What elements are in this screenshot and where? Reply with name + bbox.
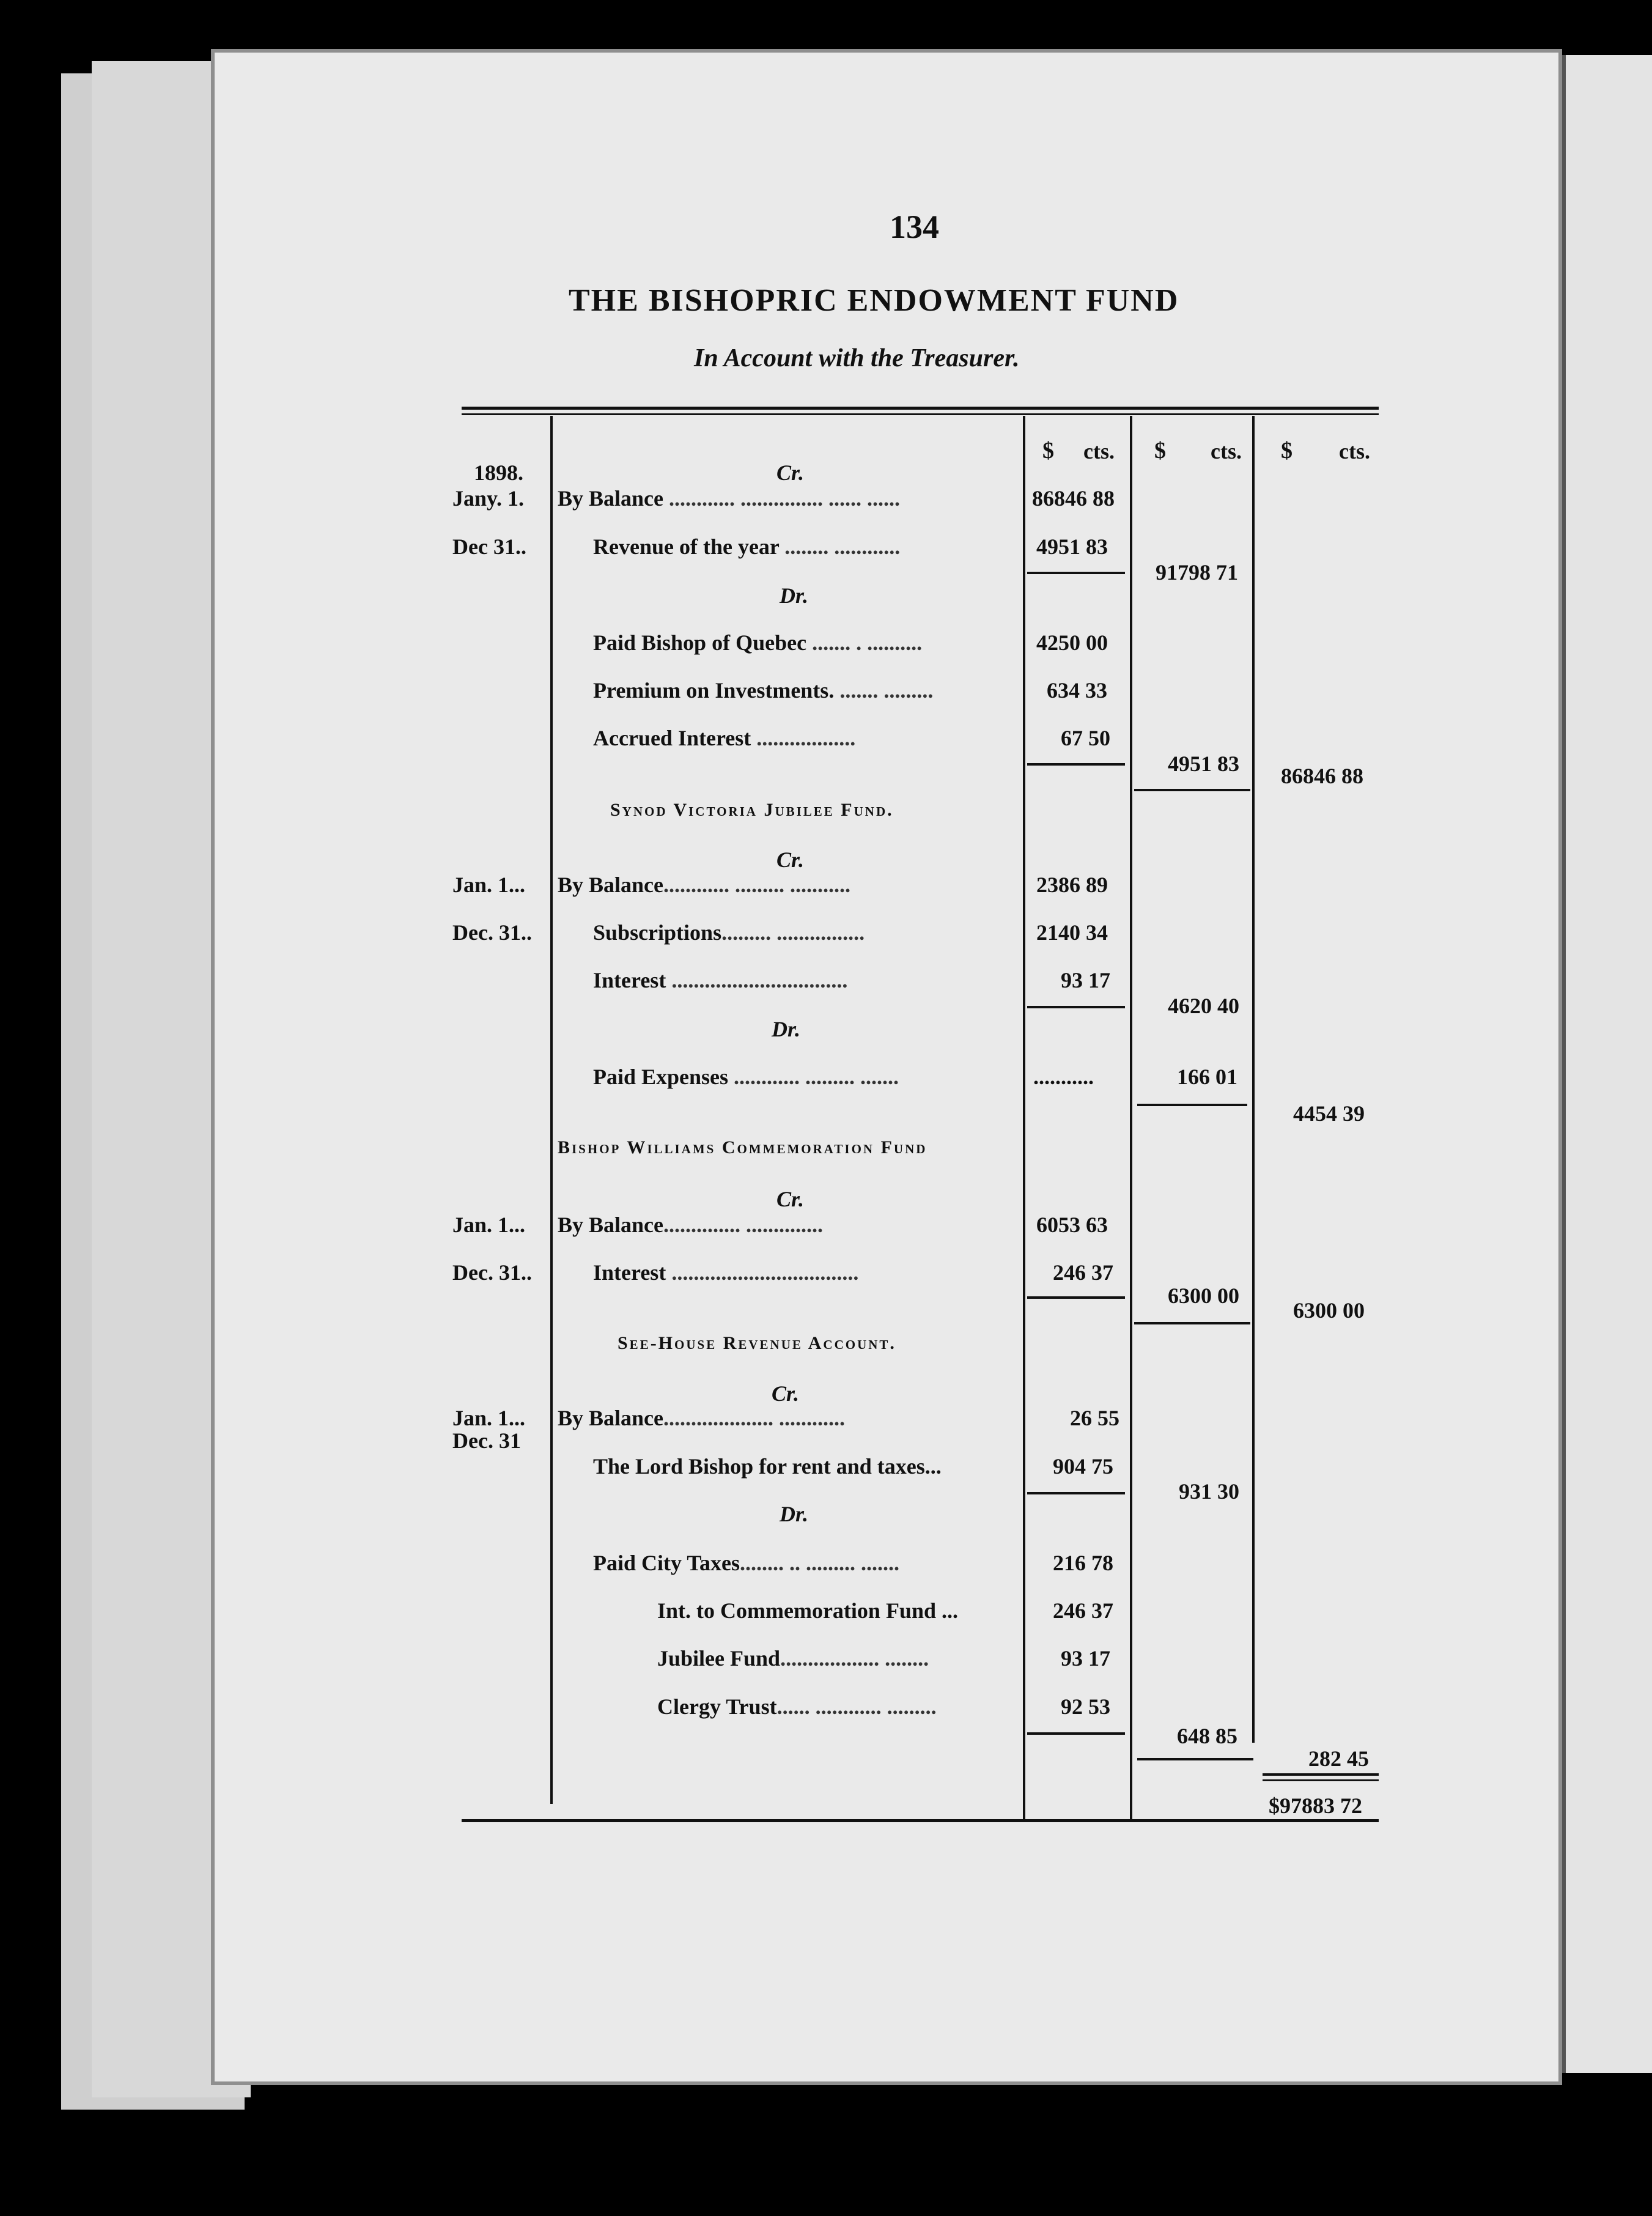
section-title-jubilee: Synod Victoria Jubilee Fund. xyxy=(610,800,894,820)
row-desc: Revenue of the year ........ ............ xyxy=(593,534,901,559)
row-amount: 93 17 xyxy=(1061,968,1110,992)
section-title-seehouse: See-House Revenue Account. xyxy=(618,1333,896,1353)
grand-total: $97883 72 xyxy=(1269,1793,1362,1818)
net-total: 282 45 xyxy=(1308,1746,1369,1771)
top-rule xyxy=(462,413,1379,415)
col-dollar-header: $ xyxy=(1042,438,1054,464)
subtotal: 4620 40 xyxy=(1168,994,1239,1018)
top-rule xyxy=(462,407,1379,410)
row-amount: 92 53 xyxy=(1061,1694,1110,1719)
row-desc: By Balance.............. .............. xyxy=(558,1213,824,1237)
dr-label: Dr. xyxy=(780,1502,809,1526)
row-amount: 246 37 xyxy=(1053,1260,1113,1285)
row-amount: 26 55 xyxy=(1070,1406,1119,1430)
row-amount: 2386 89 xyxy=(1036,873,1108,897)
sum-rule xyxy=(1027,1296,1125,1299)
col-dollar-header: $ xyxy=(1281,438,1292,464)
page-number: 134 xyxy=(890,209,939,245)
column-rule xyxy=(1130,416,1132,1819)
row-desc: Paid City Taxes........ .. ......... ....... xyxy=(593,1551,900,1575)
row-amount: 904 75 xyxy=(1053,1454,1113,1479)
dr-label: Dr. xyxy=(780,583,809,608)
net-total: 4454 39 xyxy=(1293,1101,1365,1126)
cr-label: Cr. xyxy=(776,1187,805,1211)
sum-rule xyxy=(1027,1732,1125,1735)
cr-label: Cr. xyxy=(776,460,805,485)
facing-page xyxy=(1562,55,1652,2073)
row-desc: Paid Bishop of Quebec ....... . .......... xyxy=(593,630,923,655)
row-date: Jany. 1. xyxy=(452,486,525,511)
sum-rule xyxy=(1263,1779,1379,1781)
subtotal: 166 01 xyxy=(1177,1065,1237,1089)
row-date: Jan. 1... xyxy=(452,873,526,897)
sum-rule xyxy=(1027,1492,1125,1494)
row-desc: Subscriptions......... ................ xyxy=(593,920,865,945)
row-desc: Accrued Interest .................. xyxy=(593,726,856,750)
subtotal: 91798 71 xyxy=(1156,560,1238,585)
col-cents-header: cts. xyxy=(1083,439,1115,464)
section-title-williams: Bishop Williams Commemoration Fund xyxy=(558,1137,927,1158)
row-amount: ........... xyxy=(1033,1065,1094,1089)
subtotal: 4951 83 xyxy=(1168,752,1239,776)
row-date: Dec. 31.. xyxy=(452,1260,532,1285)
column-rule xyxy=(1023,416,1025,1819)
row-amount: 2140 34 xyxy=(1036,920,1108,945)
col-dollar-header: $ xyxy=(1154,438,1166,464)
sum-rule xyxy=(1027,763,1125,766)
row-date: Dec 31.. xyxy=(452,534,526,559)
sum-rule xyxy=(1263,1773,1379,1776)
bottom-rule xyxy=(462,1819,1379,1822)
row-desc: Interest .................................. xyxy=(593,1260,859,1285)
col-cents-header: cts. xyxy=(1211,439,1242,464)
subtotal: 931 30 xyxy=(1179,1479,1239,1504)
column-rule xyxy=(1252,416,1255,1743)
row-date: Dec. 31 xyxy=(452,1428,521,1453)
subtotal: 6300 00 xyxy=(1168,1283,1239,1308)
sum-rule xyxy=(1134,1322,1250,1324)
dr-label: Dr. xyxy=(772,1017,801,1041)
cr-label: Cr. xyxy=(772,1381,800,1406)
row-amount: 67 50 xyxy=(1061,726,1110,750)
row-desc: By Balance............ ......... ........... xyxy=(558,873,851,897)
row-date: Jan. 1... xyxy=(452,1213,526,1237)
page-title: THE BISHOPRIC ENDOWMENT FUND xyxy=(569,283,1179,318)
column-rule xyxy=(550,416,553,1804)
sum-rule xyxy=(1134,789,1250,791)
row-amount: 216 78 xyxy=(1053,1551,1113,1575)
row-desc: Int. to Commemoration Fund ... xyxy=(657,1598,958,1623)
cr-label: Cr. xyxy=(776,848,805,872)
subtotal: 648 85 xyxy=(1177,1724,1237,1748)
row-date: Jan. 1... xyxy=(452,1406,526,1430)
row-amount: 4250 00 xyxy=(1036,630,1108,655)
year: 1898. xyxy=(474,460,523,485)
row-amount: 6053 63 xyxy=(1036,1213,1108,1237)
row-desc: By Balance ............ ............... ...... ...... xyxy=(558,486,901,511)
sum-rule xyxy=(1027,1006,1125,1008)
row-desc: The Lord Bishop for rent and taxes... xyxy=(593,1454,942,1479)
row-amount: 634 33 xyxy=(1047,678,1107,703)
row-amount: 93 17 xyxy=(1061,1646,1110,1671)
net-total: 86846 88 xyxy=(1281,764,1363,788)
sum-rule xyxy=(1137,1104,1247,1106)
col-cents-header: cts. xyxy=(1339,439,1370,464)
row-desc: Jubilee Fund.................. ........ xyxy=(657,1646,929,1671)
sum-rule xyxy=(1027,572,1125,574)
row-date: Dec. 31.. xyxy=(452,920,532,945)
row-desc: Interest ................................ xyxy=(593,968,848,992)
row-amount: 86846 88 xyxy=(1032,486,1115,511)
sum-rule xyxy=(1137,1758,1253,1760)
row-desc: Paid Expenses ............ ......... ....... xyxy=(593,1065,899,1089)
row-desc: Premium on Investments. ....... ......... xyxy=(593,678,934,703)
net-total: 6300 00 xyxy=(1293,1298,1365,1323)
row-desc: Clergy Trust...... ............ ......... xyxy=(657,1694,937,1719)
row-amount: 4951 83 xyxy=(1036,534,1108,559)
page-subtitle: In Account with the Treasurer. xyxy=(694,344,1020,372)
row-desc: By Balance.................... ............ xyxy=(558,1406,846,1430)
row-amount: 246 37 xyxy=(1053,1598,1113,1623)
